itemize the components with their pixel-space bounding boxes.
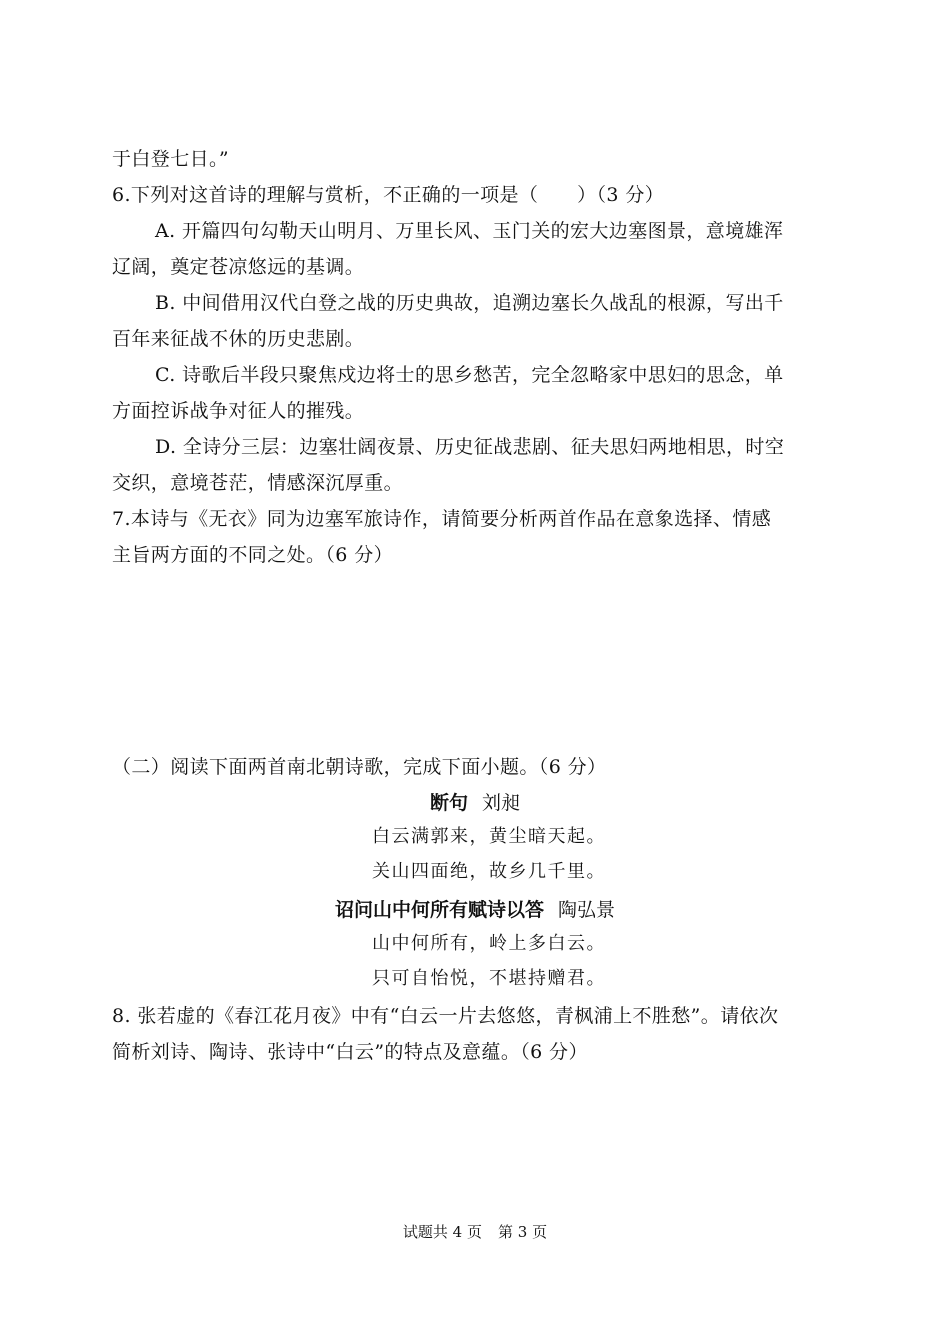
question-6: 6.下列对这首诗的理解与赏析，不正确的一项是（ ）（3 分）	[112, 184, 665, 206]
poem-2-line: 山中何所有，岭上多白云。	[372, 933, 606, 954]
poem-2-line: 只可自怡悦，不堪持赠君。	[372, 968, 606, 989]
option-b: B. 中间借用汉代白登之战的历史典故，追溯边塞长久战乱的根源，写出千	[155, 292, 784, 314]
question-8: 8. 张若虚的《春江花月夜》中有“白云一片去悠悠，青枫浦上不胜愁”。请依次	[112, 1005, 779, 1027]
option-a: A. 开篇四句勾勒天山明月、万里长风、玉门关的宏大边塞图景，意境雄浑	[155, 220, 784, 242]
page-footer	[0, 1222, 950, 1242]
current-page: 第 3 页	[498, 1223, 548, 1241]
question-8-cont: 简析刘诗、陶诗、张诗中“白云”的特点及意蕴。（6 分）	[112, 1041, 588, 1063]
option-d: D. 全诗分三层：边塞壮阔夜景、历史征战悲剧、征夫思妇两地相思，时空	[155, 436, 785, 458]
option-a-cont: 辽阔，奠定苍凉悠远的基调。	[112, 256, 365, 278]
question-7-cont: 主旨两方面的不同之处。（6 分）	[112, 544, 394, 566]
poem-2-name: 诏问山中何所有赋诗以答	[334, 899, 544, 921]
option-d-cont: 交织，意境苍茫，情感深沉厚重。	[112, 472, 404, 494]
poem-1-author: 刘昶	[482, 792, 521, 814]
option-c: C. 诗歌后半段只聚焦戍边将士的思乡愁苦，完全忽略家中思妇的思念，单	[155, 364, 784, 386]
poem-1-title	[0, 791, 950, 815]
option-c-cont: 方面控诉战争对征人的摧残。	[112, 400, 365, 422]
option-b-cont: 百年来征战不休的历史悲剧。	[112, 328, 365, 350]
total-pages: 试题共 4 页	[402, 1223, 482, 1241]
poem-1-line: 白云满郭来，黄尘暗天起。	[372, 826, 606, 847]
text-line: 于白登七日。”	[112, 148, 230, 170]
question-7: 7.本诗与《无衣》同为边塞军旅诗作，请简要分析两首作品在意象选择、情感	[112, 508, 772, 530]
poem-1-line: 关山四面绝，故乡几千里。	[372, 861, 606, 882]
section-2-heading: （二）阅读下面两首南北朝诗歌，完成下面小题。（6 分）	[112, 756, 607, 778]
poem-1-name: 断句	[429, 792, 468, 814]
poem-2-title	[0, 898, 950, 922]
poem-2-author: 陶弘景	[558, 899, 616, 921]
